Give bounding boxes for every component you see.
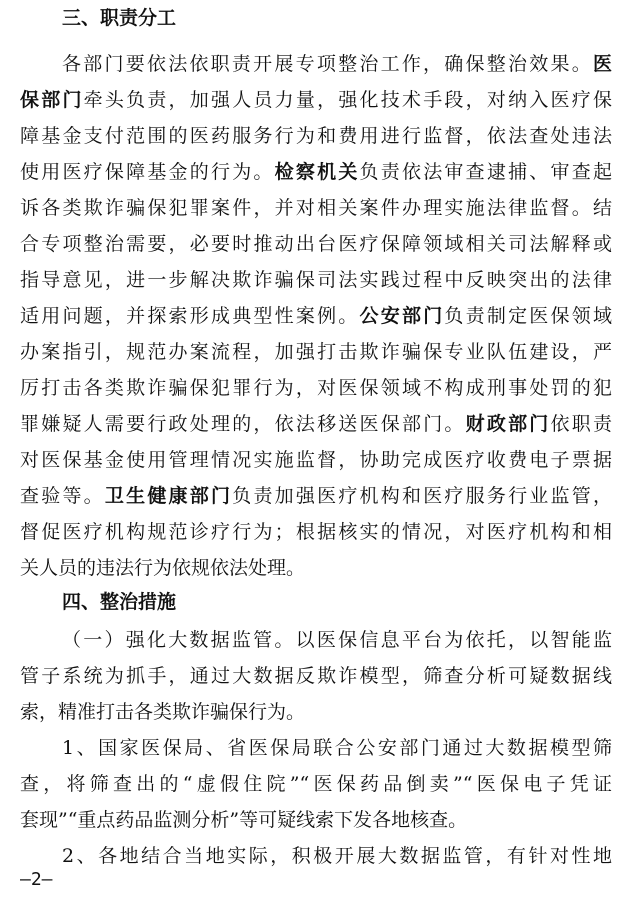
bold-dept-medical-insurance-cont: 保部门 [20, 89, 84, 111]
paragraph-line: 厉打击各类欺诈骗保犯罪行为，对医保领域不构成刑事处罚的犯 [20, 377, 612, 399]
paragraph-line: 使用医疗保障基金的行为。检察机关负责依法审查逮捕、审查起 [20, 161, 612, 183]
paragraph-line: （一）强化大数据监管。以医保信息平台为依托，以智能监 [62, 629, 612, 651]
paragraph-line: 办案指引，规范办案流程，加强打击欺诈骗保专业队伍建设，严 [20, 341, 612, 363]
paragraph-line: 套现”“重点药品监测分析”等可疑线索下发各地核查。 [20, 809, 468, 831]
paragraph-line: 查验等。卫生健康部门负责加强医疗机构和医疗服务行业监管， [20, 485, 612, 507]
paragraph-line: 管子系统为抓手，通过大数据反欺诈模型，筛查分析可疑数据线 [20, 665, 612, 687]
paragraph-line: 诉各类欺诈骗保犯罪案件，并对相关案件办理实施法律监督。结 [20, 197, 612, 219]
paragraph-line: 罪嫌疑人需要行政处理的，依法移送医保部门。财政部门依职责 [20, 413, 612, 435]
paragraph-line: 督促医疗机构规范诊疗行为；根据核实的情况，对医疗机构和相 [20, 521, 612, 543]
paragraph-line: 合专项整治需要，必要时推动出台医疗保障领域相关司法解释或 [20, 233, 612, 255]
bold-dept-procuratorate: 检察机关 [274, 161, 360, 183]
paragraph-line: 适用问题，并探索形成典型性案例。公安部门负责制定医保领域 [20, 305, 612, 327]
bold-dept-public-security: 公安部门 [359, 305, 445, 327]
paragraph-line: 2、各地结合当地实际，积极开展大数据监管，有针对性地 [62, 845, 612, 867]
paragraph-line: 索，精准打击各类欺诈骗保行为。 [20, 701, 306, 723]
paragraph-line: 1、国家医保局、省医保局联合公安部门通过大数据模型筛 [62, 737, 612, 759]
paragraph-line: 指导意见，进一步解决欺诈骗保司法实践过程中反映突出的法律 [20, 269, 612, 291]
paragraph-line: 障基金支付范围的医药服务行为和费用进行监督，依法查处违法 [20, 125, 612, 147]
paragraph-line: 对医保基金使用管理情况实施监督，协助完成医疗收费电子票据 [20, 449, 612, 471]
bold-dept-finance: 财政部门 [465, 413, 551, 435]
page-number: —2— [20, 869, 53, 890]
paragraph-line: 保部门牵头负责，加强人员力量，强化技术手段，对纳入医疗保 [20, 89, 612, 111]
paragraph-line: 各部门要依法依职责开展专项整治工作，确保整治效果。医 [62, 53, 612, 75]
bold-dept-medical-insurance: 医 [592, 53, 612, 75]
section-heading-responsibilities: 三、职责分工 [62, 7, 177, 29]
paragraph-line: 关人员的违法行为依规依法处理。 [20, 557, 306, 579]
paragraph-line: 查，将筛查出的“虚假住院”“医保药品倒卖”“医保电子凭证 [20, 773, 612, 795]
bold-dept-health: 卫生健康部门 [104, 485, 233, 507]
section-heading-measures: 四、整治措施 [62, 591, 177, 613]
